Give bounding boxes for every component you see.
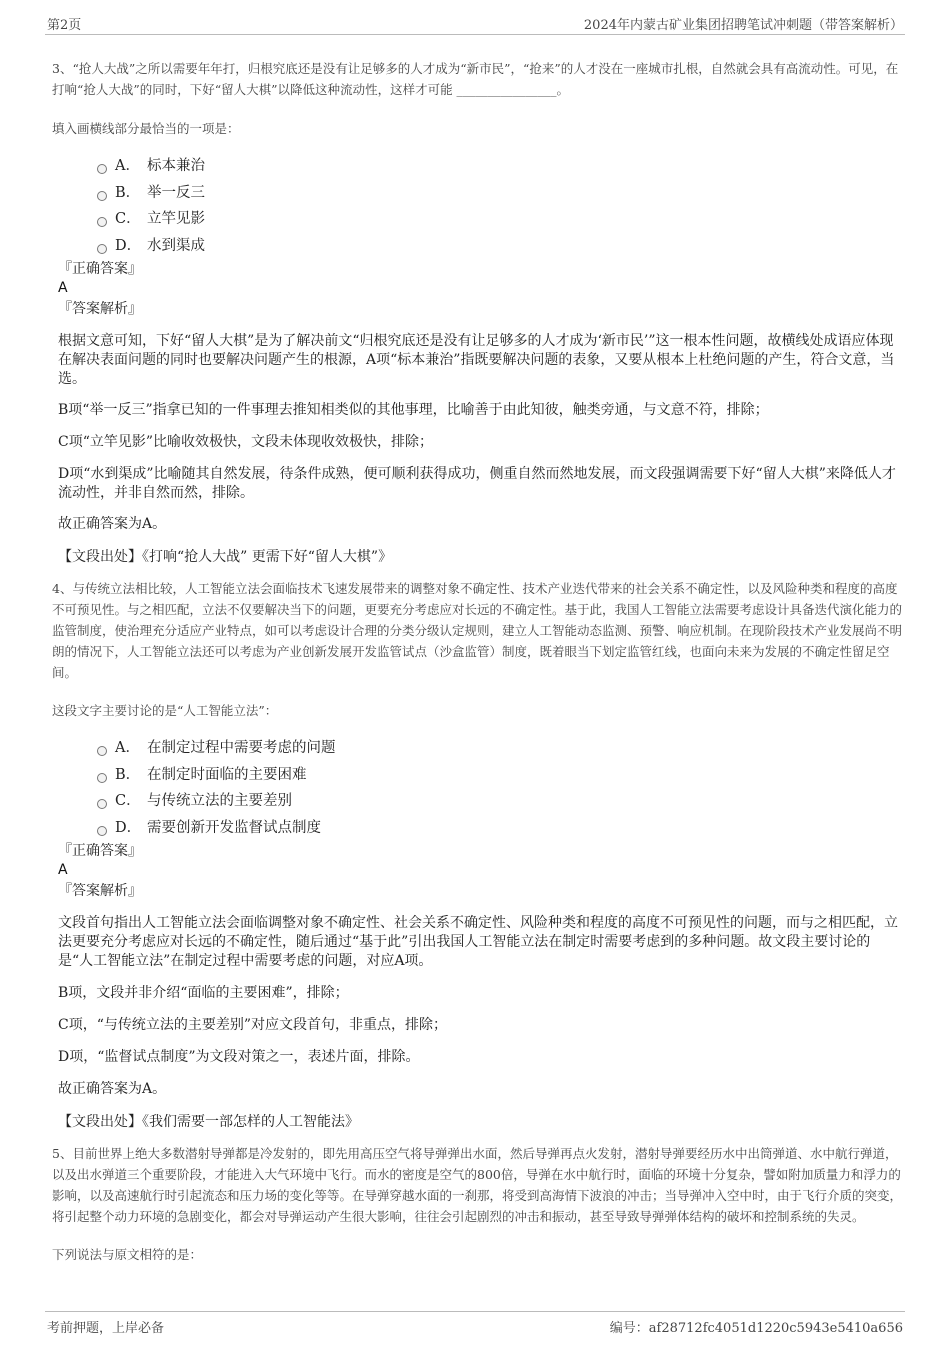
option-b[interactable]: B． 在制定时面临的主要困难: [97, 762, 904, 789]
option-b[interactable]: B． 举一反三: [97, 180, 904, 207]
analysis-conclusion: 故正确答案为A。: [58, 1081, 167, 1097]
radio-icon[interactable]: [97, 244, 107, 254]
analysis-paragraph: C项“立竿见影”比喻收效极快，文段未体现收效极快，排除；: [58, 434, 434, 450]
footer-slogan: 考前押题，上岸必备: [47, 1321, 165, 1336]
analysis-paragraph: D项，“监督试点制度”为文段对策之一，表述片面，排除。: [58, 1049, 420, 1065]
question-prompt: 下列说法与原文相符的是：: [52, 1247, 203, 1262]
option-d[interactable]: D． 水到渠成: [97, 233, 904, 260]
main-content: [52, 58, 904, 1279]
source-citation: 【文段出处】《打响“抢人大战” 更需下好“留人大棋”》: [58, 549, 393, 565]
answer-value: A: [58, 862, 68, 878]
option-a[interactable]: A． 在制定过程中需要考虑的问题: [97, 735, 904, 762]
source-citation: 【文段出处】《我们需要一部怎样的人工智能法》: [58, 1114, 359, 1130]
document-code: 编号：af28712fc4051d1220c5943e5410a656: [609, 1321, 903, 1336]
question-stem: 3、“抢人大战”之所以需要年年打，归根究底还是没有让足够多的人才成为“新市民”，“抢来”的人才没在一座城市扎根，自然就会具有高流动性。可见，在打响“抢人大战”的同时，下好“留人大棋”以降低这种流动性，这样才可能 ________________。: [52, 61, 899, 97]
question-stem: 4、与传统立法相比较，人工智能立法会面临技术飞速发展带来的调整对象不确定性、技术产业迭代带来的社会关系不确定性，以及风险种类和程度的高度不可预见性。与之相匹配，立法不仅要解决当下的问题，更要充分考虑应对长远的不确定性。基于此，我国人工智能立法需要考虑设计具备迭代演化能力的监管制度，使治理充分适应产业特点，如可以考虑设计合理的分类分级认定规则，建立人工智能动态监测、预警、响应机制。在现阶段技术产业发展尚不明朗的情况下，人工智能立法还可以考虑为产业创新发展开发监管试点（沙盒监管）制度，既着眼当下划定监管红线，也面向未来为发展的不确定性留足空间。: [52, 581, 903, 680]
radio-icon[interactable]: [97, 799, 107, 809]
analysis-paragraph: B项，文段并非介绍“面临的主要困难”，排除；: [58, 985, 349, 1001]
radio-icon[interactable]: [97, 191, 107, 201]
answer-label: 『正确答案』: [58, 843, 142, 859]
document-title: 2024年内蒙古矿业集团招聘笔试冲刺题（带答案解析）: [583, 18, 903, 33]
radio-icon[interactable]: [97, 164, 107, 174]
analysis-paragraph: D项“水到渠成”比喻随其自然发展，待条件成熟，便可顺利获得成功，侧重自然而然地发展，而文段强调需要下好“留人大棋”来降低人才流动性，并非自然而然，排除。: [58, 466, 896, 501]
analysis-label: 『答案解析』: [58, 301, 142, 317]
question-5: [52, 1143, 904, 1263]
analysis-paragraph: 文段首句指出人工智能立法会面临调整对象不确定性、社会关系不确定性、风险种类和程度的高度不可预见性的问题，而与之相匹配，立法更要充分考虑应对长远的不确定性，随后通过“基于此”引出我国人工智能立法在制定时需要考虑到的多种问题。故文段主要讨论的是“人工智能立法”在制定过程中需要考虑的问题，对应A项。: [58, 915, 898, 969]
question-prompt: 填入画横线部分最恰当的一项是：: [52, 121, 240, 136]
option-list: [97, 153, 904, 259]
analysis-paragraph: 根据文意可知，下好“留人大棋”是为了解决前文“归根究底还是没有让足够多的人才成为‘新市民’”这一根本性问题，故横线处成语应体现在解决表面问题的同时也要解决问题产生的根源，A项“标本兼治”指既要解决问题的表象，又要从根本上杜绝问题的产生，符合文意，当选。: [58, 333, 895, 387]
answer-value: A: [58, 280, 68, 296]
radio-icon[interactable]: [97, 217, 107, 227]
option-list: [97, 735, 904, 841]
question-4: [52, 578, 904, 1131]
radio-icon[interactable]: [97, 746, 107, 756]
option-c[interactable]: C． 与传统立法的主要差别: [97, 788, 904, 815]
page-footer: [45, 1311, 905, 1340]
option-a[interactable]: A． 标本兼治: [97, 153, 904, 180]
analysis-paragraph: B项“举一反三”指拿已知的一件事理去推知相类似的其他事理，比喻善于由此知彼，触类旁通，与文意不符，排除；: [58, 402, 769, 418]
option-c[interactable]: C． 立竿见影: [97, 206, 904, 233]
radio-icon[interactable]: [97, 773, 107, 783]
analysis-paragraph: C项，“与传统立法的主要差别”对应文段首句，非重点，排除；: [58, 1017, 448, 1033]
page-header: [45, 10, 905, 35]
question-stem: 5、目前世界上绝大多数潜射导弹都是冷发射的，即先用高压空气将导弹弹出水面，然后导弹再点火发射，潜射导弹要经历水中出筒弹道、水中航行弹道，以及出水弹道三个重要阶段，才能进入大气环境中飞行。而水的密度是空气的800倍，导弹在水中航行时，面临的环境十分复杂，譬如附加质量力和浮力的影响，以及高速航行时引起流态和压力场的变化等等。在导弹穿越水面的一刹那，将受到高海情下波浪的冲击；当导弹冲入空中时，由于飞行介质的突变，将引起整个动力环境的急剧变化，都会对导弹运动产生很大影响，往往会引起剧烈的冲击和振动，甚至导致导弹弹体结构的破坏和控制系统的失灵。: [52, 1146, 903, 1224]
question-prompt: 这段文字主要讨论的是“人工智能立法”：: [52, 703, 278, 718]
option-d[interactable]: D． 需要创新开发监督试点制度: [97, 815, 904, 842]
question-3: [52, 58, 904, 566]
page-number: 第2页: [47, 18, 82, 33]
answer-label: 『正确答案』: [58, 261, 142, 277]
analysis-conclusion: 故正确答案为A。: [58, 516, 167, 532]
radio-icon[interactable]: [97, 826, 107, 836]
analysis-label: 『答案解析』: [58, 883, 142, 899]
